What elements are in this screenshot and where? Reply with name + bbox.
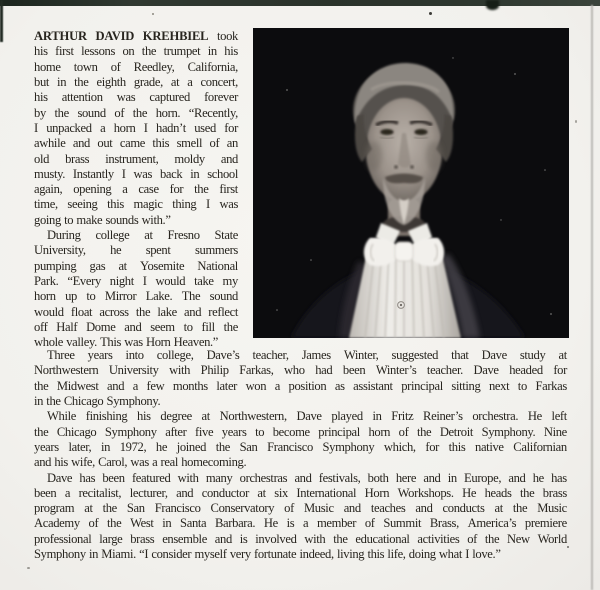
paper-speck — [27, 567, 30, 569]
text-line: been a recitalist, lecturer, and conductor at six International Horn Workshops. He heads the brass — [34, 485, 567, 500]
text-line: Dave has been featured with many orchestras and festivals, both here and in Europe, and he has — [47, 470, 567, 485]
page-edge-line — [591, 5, 593, 590]
text-line: pumping gas at Yosemite National — [34, 258, 238, 273]
text-line: While finishing his degree at Northwestern, Dave played in Fritz Reiner’s orchestra. He left — [47, 409, 567, 424]
text-line: Three years into college, Dave’s teacher, James Winter, suggested that Dave study at — [47, 348, 567, 362]
paper-speck — [429, 12, 432, 15]
text-line: program at the San Francisco Conservatory of Music and teaches and conducts at the Music — [34, 501, 567, 516]
text-line: again, opening a case for the first — [34, 182, 238, 197]
text-line: I unpacked a horn I hadn’t used for — [34, 120, 238, 135]
text-line: musty. Instantly I was back in school — [34, 166, 238, 181]
text-line: going to make sounds with.” — [34, 212, 171, 227]
text-line: time, seeing this magic thing I was — [34, 197, 238, 212]
text-line: ARTHUR DAVID KREHBIEL took — [34, 29, 238, 43]
text-line: in the Chicago Symphony. — [34, 393, 161, 408]
text-line: whole valley. This was Horn Heaven.” — [34, 335, 219, 350]
scan-top-band — [0, 0, 600, 6]
text-line: awhile and out came this smell of an — [34, 136, 238, 151]
text-line: years later, in 1972, he joined the San Francisco Symphony which, for this native Californian — [34, 439, 567, 454]
text-line: and his wife, Carol, was a real homecoming. — [34, 455, 247, 470]
intro-column-text — [34, 29, 238, 351]
text-line: Academy of the West in Santa Barbara. He is a member of Summit Brass, America’s premiere — [34, 516, 567, 531]
text-line: his attention was captured forever — [34, 90, 238, 105]
text-line: his first lessons on the trumpet in his — [34, 44, 238, 59]
text-line: University, he spent summers — [34, 243, 238, 258]
text-line: but in the eighth grade, at a concert, — [34, 74, 238, 89]
text-line: horn up to Mirror Lake. The sound — [34, 289, 238, 304]
text-line: by the sound of the horn. “Recently, — [34, 105, 238, 120]
text-line: home town of Reedley, California, — [34, 59, 238, 74]
text-line: Park. “Every night I would take my — [34, 274, 238, 288]
text-line: would float across the lake and reflect — [34, 304, 238, 319]
text-line: the Midwest and a few months later won a position as assistant principal sitting next to Farkas — [34, 378, 567, 393]
text-line: Symphony in Miami. “I consider myself very fortunate indeed, living this life, doing what I love.” — [34, 547, 501, 562]
portrait-photo-graphic — [253, 28, 569, 338]
text-line: During college at Fresno State — [47, 228, 238, 243]
text-line: Northwestern University with Philip Farkas, who had been Winter’s teacher. Dave headed for — [34, 363, 567, 378]
text-line: the Chicago Symphony after five years to become principal horn of the Detroit Symphony. Nine — [34, 424, 567, 439]
paper-speck — [575, 120, 577, 123]
paper-speck — [152, 13, 154, 15]
text-line: old brass instrument, moldy and — [34, 151, 238, 166]
text-line: professional large brass ensemble and is involved with the educational activities of the New World — [34, 531, 567, 546]
text-line: off Half Dome and seem to fill the — [34, 319, 238, 334]
portrait-photo — [253, 28, 569, 338]
scan-left-edge-mark — [0, 0, 3, 42]
paper-speck — [567, 546, 569, 548]
scan-artifact-blob — [486, 0, 499, 10]
body-text — [34, 348, 567, 562]
